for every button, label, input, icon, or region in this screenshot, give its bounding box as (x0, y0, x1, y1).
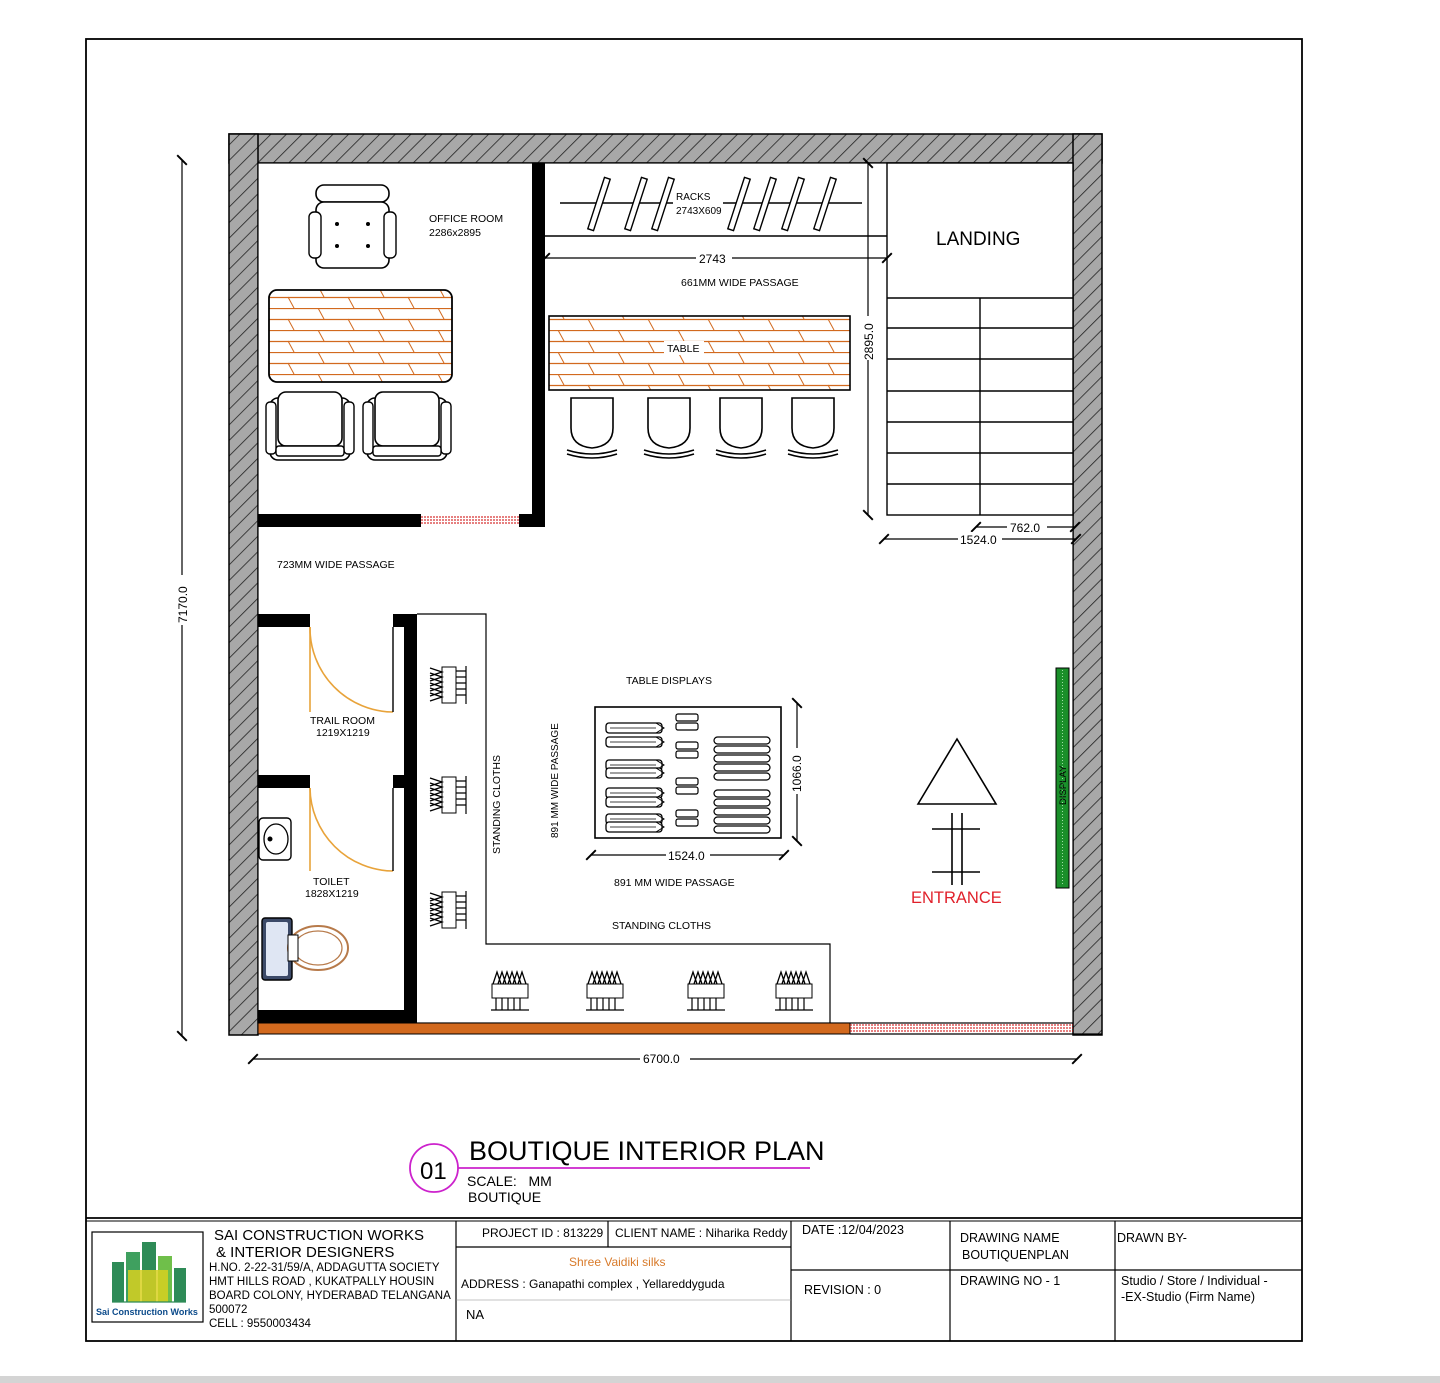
entrance-opening (850, 1025, 1102, 1034)
passage-723-label: 723MM WIDE PASSAGE (277, 559, 395, 571)
company-address-2: HMT HILLS ROAD , KUKATPALLY HOUSIN (209, 1276, 435, 1288)
project-id: PROJECT ID : 813229 (482, 1226, 604, 1240)
drawing-title (410, 1136, 825, 1205)
studio-line1: Studio / Store / Individual - (1121, 1274, 1268, 1288)
office-desk (269, 290, 452, 382)
drawing-subtitle: BOUTIQUE (468, 1189, 542, 1205)
display-label: DISPLAY (1058, 765, 1069, 805)
drawing-name-value: BOUTIQUENPLAN (962, 1248, 1069, 1262)
na-field: NA (466, 1307, 485, 1322)
dim-1524-table: 1524.0 (668, 849, 705, 863)
bottom-wood-wall (258, 1023, 850, 1034)
dim-6700: 6700.0 (643, 1052, 680, 1066)
dim-1066: 1066.0 (790, 755, 804, 792)
scale-label: SCALE: MM (467, 1173, 552, 1189)
racks-size: 2743X609 (676, 206, 722, 217)
site-address: ADDRESS : Ganapathi complex , Yellareddyguda (461, 1277, 725, 1291)
passage-891-label: 891 MM WIDE PASSAGE (614, 877, 735, 889)
table-label: TABLE (667, 343, 700, 355)
logo-text: Sai Construction Works (96, 1307, 198, 1317)
client-name: CLIENT NAME : Niharika Reddy (615, 1226, 788, 1240)
dim-2743: 2743 (699, 252, 726, 266)
company-address-4: 500072 (209, 1304, 248, 1316)
dim-2895: 2895.0 (862, 323, 876, 360)
passage-661-label: 661MM WIDE PASSAGE (681, 277, 799, 289)
dim-7170: 7170.0 (176, 586, 190, 623)
company-logo (92, 1232, 203, 1322)
shop-name: Shree Vaidiki silks (569, 1255, 666, 1269)
table-display (595, 707, 781, 838)
drawing-number-field: DRAWING NO - 1 (960, 1274, 1061, 1288)
staircase (887, 163, 1073, 515)
bottom-scroll-bar (0, 1376, 1440, 1383)
revision-field: REVISION : 0 (804, 1283, 882, 1297)
racks-label: RACKS (676, 192, 711, 203)
standing-cloths-label: STANDING CLOTHS (612, 920, 711, 932)
office-room-size: 2286x2895 (429, 227, 481, 239)
trail-room-label: TRAIL ROOM (310, 715, 375, 727)
office-armchair-right (363, 392, 451, 460)
office-armchair-left (266, 392, 354, 460)
drawn-by-field: DRAWN BY- (1117, 1231, 1187, 1245)
company-address-3: BOARD COLONY, HYDERABAD TELANGANA (209, 1290, 451, 1302)
company-address-1: H.NO. 2-22-31/59/A, ADDAGUTTA SOCIETY (209, 1262, 440, 1274)
dim-762: 762.0 (1010, 521, 1041, 535)
drawing-number: 01 (420, 1158, 447, 1185)
drawing-name-label: DRAWING NAME (960, 1231, 1060, 1245)
toilet-size: 1828X1219 (305, 888, 359, 900)
studio-line2: -EX-Studio (Firm Name) (1121, 1290, 1256, 1304)
date-field: DATE :12/04/2023 (802, 1223, 904, 1237)
company-cell: CELL : 9550003434 (209, 1318, 311, 1330)
dim-1524-stair: 1524.0 (960, 533, 997, 547)
entrance-label: ENTRANCE (911, 889, 1002, 907)
toilet-label: TOILET (313, 876, 350, 888)
office-chair (309, 185, 396, 268)
drawing-title-text: BOUTIQUE INTERIOR PLAN (469, 1136, 825, 1166)
trail-room-size: 1219X1219 (316, 727, 370, 739)
landing-label: LANDING (936, 229, 1021, 250)
company-name-line2: & INTERIOR DESIGNERS (216, 1244, 395, 1261)
table-displays-label: TABLE DISPLAYS (626, 675, 712, 687)
office-room-label: OFFICE ROOM (429, 213, 504, 225)
wash-basin (259, 818, 291, 860)
company-name-line1: SAI CONSTRUCTION WORKS (214, 1227, 425, 1244)
passage-891-vertical-label: 891 MM WIDE PASSAGE (550, 723, 561, 838)
standing-cloths-vertical-label: STANDING CLOTHS (491, 755, 503, 854)
